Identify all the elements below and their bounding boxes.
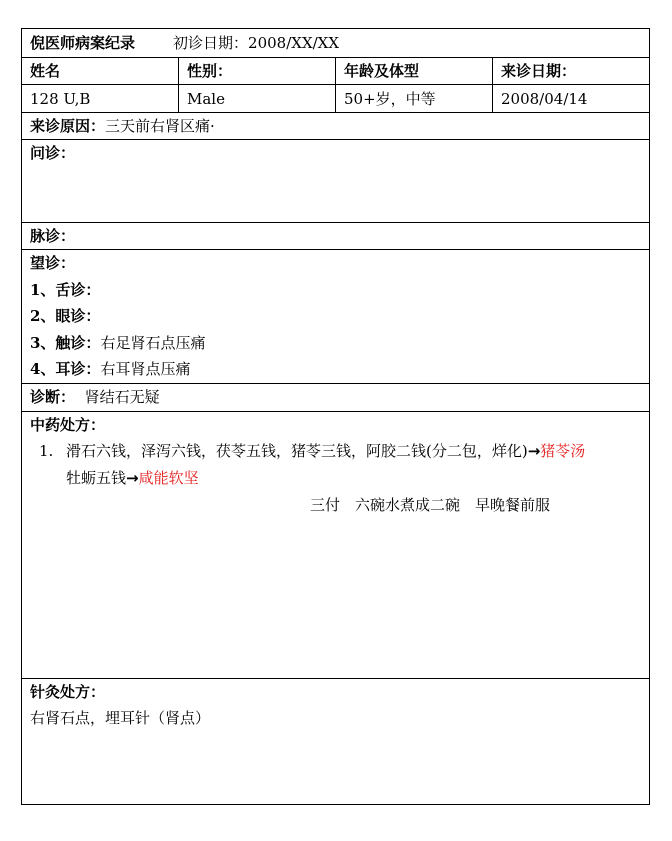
visit-date-header: 来诊日期： [493, 58, 650, 85]
title-row [22, 29, 650, 58]
pulse-cell [22, 223, 650, 250]
herbal-row [22, 411, 650, 678]
herbal-cell [22, 411, 650, 678]
right-arrow-icon: → [126, 468, 139, 487]
palpation-label: 3、触诊： [30, 333, 101, 352]
tongue-line [30, 277, 649, 304]
acupuncture-row [22, 678, 650, 804]
visit-date-value: 2008/04/14 [493, 85, 650, 113]
inquiry-cell [22, 140, 650, 223]
observation-label: 望诊： [30, 254, 76, 272]
palpation-line [30, 330, 649, 357]
herbal-line1-text: 滑石六钱，泽泻六钱，茯苓五钱，猪苓三钱，阿胶二钱(分二包，烊化) [66, 441, 528, 460]
first-visit-label: 初诊日期： [173, 34, 249, 52]
diagnosis-row [22, 383, 650, 411]
age-build-header: 年龄及体型 [336, 58, 493, 85]
reason-cell [22, 113, 650, 140]
eye-line [30, 303, 649, 330]
name-header: 姓名 [22, 58, 179, 85]
acupuncture-text: 右肾石点，埋耳针（肾点） [30, 708, 211, 727]
acupuncture-cell [22, 678, 650, 804]
inquiry-label: 问诊： [30, 144, 76, 162]
diagnosis-text: 肾结石无疑 [84, 388, 160, 406]
diagnosis-label: 诊断： [30, 388, 76, 406]
inquiry-row [22, 140, 650, 223]
acupuncture-label: 针灸处方： [30, 682, 106, 701]
ear-line [30, 356, 649, 383]
reason-text: 三天前右肾区痛· [105, 117, 215, 135]
tongue-label: 1、舌诊： [30, 280, 101, 299]
reason-row [22, 113, 650, 140]
herbal-label: 中药处方： [30, 415, 106, 434]
observation-cell [22, 250, 650, 384]
herbal-item-1-cont [30, 465, 649, 492]
herbal-line1-formula: 猪苓汤 [540, 441, 586, 460]
record-title: 倪医师病案纪录 [30, 34, 136, 52]
values-row [22, 85, 650, 113]
observation-row [22, 250, 650, 384]
ear-label: 4、耳诊： [30, 360, 101, 378]
eye-label: 2、眼诊： [30, 307, 101, 325]
ear-text: 右耳肾点压痛 [100, 360, 191, 378]
age-build-value: 50+岁，中等 [336, 85, 493, 113]
herbal-item-1 [30, 438, 649, 465]
herbal-dosage: 三付 六碗水煮成二碗 早晚餐前服 [310, 495, 551, 514]
gender-header: 性别： [179, 58, 336, 85]
diagnosis-cell [22, 383, 650, 411]
medical-record-table [21, 28, 650, 805]
header-row [22, 58, 650, 85]
first-visit-date: 2008/XX/XX [248, 34, 340, 52]
gender-value: Male [179, 85, 336, 113]
right-arrow-icon: → [527, 441, 541, 460]
name-value: 128 U,B [22, 85, 179, 113]
pulse-row [22, 223, 650, 250]
herbal-line2-note: 咸能软坚 [138, 468, 199, 487]
herbal-line2-text: 牡蛎五钱 [66, 468, 127, 487]
pulse-label: 脉诊： [30, 227, 76, 245]
reason-label: 来诊原因： [30, 117, 106, 135]
herbal-item-number: 1. [39, 441, 54, 460]
palpation-text: 右足肾石点压痛 [100, 333, 206, 352]
title-cell [22, 29, 650, 58]
